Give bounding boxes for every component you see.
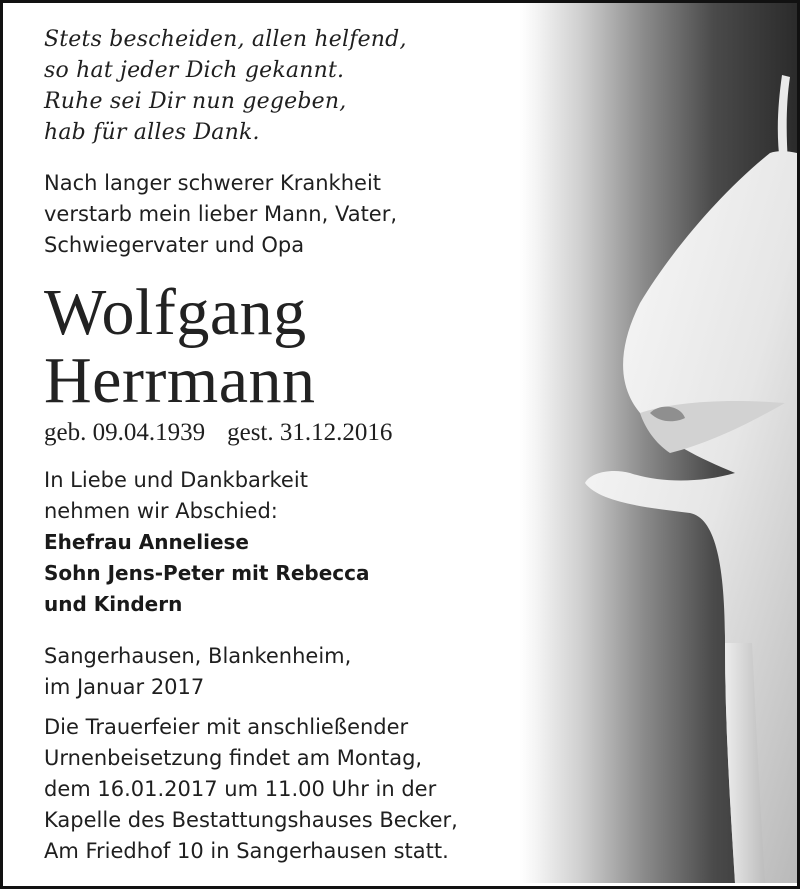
birth-date: geb. 09.04.1939 [44, 419, 206, 446]
farewell-line: nehmen wir Abschied: [44, 499, 278, 523]
date-line: im Januar 2017 [44, 675, 205, 699]
place-line: Sangerhausen, Blankenheim, [44, 644, 352, 668]
announcement-line: Nach langer schwerer Krankheit [44, 171, 382, 195]
service-line: dem 16.01.2017 um 11.00 Uhr in der [44, 777, 437, 801]
service-line: Kapelle des Bestattungshauses Becker, [44, 808, 458, 832]
funeral-service-info [44, 712, 514, 867]
verse-line: so hat jeder Dich gekannt. [44, 58, 345, 83]
deceased-first-name: Wolfgang [44, 276, 307, 349]
mourner-entry: Ehefrau Anneliese [44, 530, 249, 554]
farewell-line: In Liebe und Dankbarkeit [44, 468, 308, 492]
mourner-entry: und Kindern [44, 592, 183, 616]
calla-lily-illustration [520, 3, 797, 883]
service-line: Am Friedhof 10 in Sangerhausen statt. [44, 839, 449, 863]
farewell-message [44, 465, 514, 527]
verse-line: Stets bescheiden, allen helfend, [44, 27, 407, 52]
spadix-stamen [778, 75, 790, 163]
calla-lily-photo [520, 3, 797, 883]
announcement-line: verstarb mein lieber Mann, Vater, [44, 202, 398, 226]
death-announcement [44, 168, 514, 261]
place-and-date [44, 641, 514, 703]
service-line: Urnenbeisetzung findet am Montag, [44, 746, 423, 770]
life-dates [44, 418, 514, 448]
verse-line: Ruhe sei Dir nun gegeben, [44, 89, 347, 114]
mourners-list [44, 527, 514, 620]
announcement-line: Schwiegervater und Opa [44, 233, 305, 257]
verse-line: hab für alles Dank. [44, 120, 260, 145]
deceased-name [44, 276, 514, 417]
memorial-verse [44, 24, 514, 148]
mourner-entry: Sohn Jens-Peter mit Rebecca [44, 561, 370, 585]
calla-petal [585, 151, 797, 883]
deceased-last-name: Herrmann [44, 344, 316, 417]
service-line: Die Trauerfeier mit anschließender [44, 715, 409, 739]
death-date: gest. 31.12.2016 [227, 419, 393, 446]
